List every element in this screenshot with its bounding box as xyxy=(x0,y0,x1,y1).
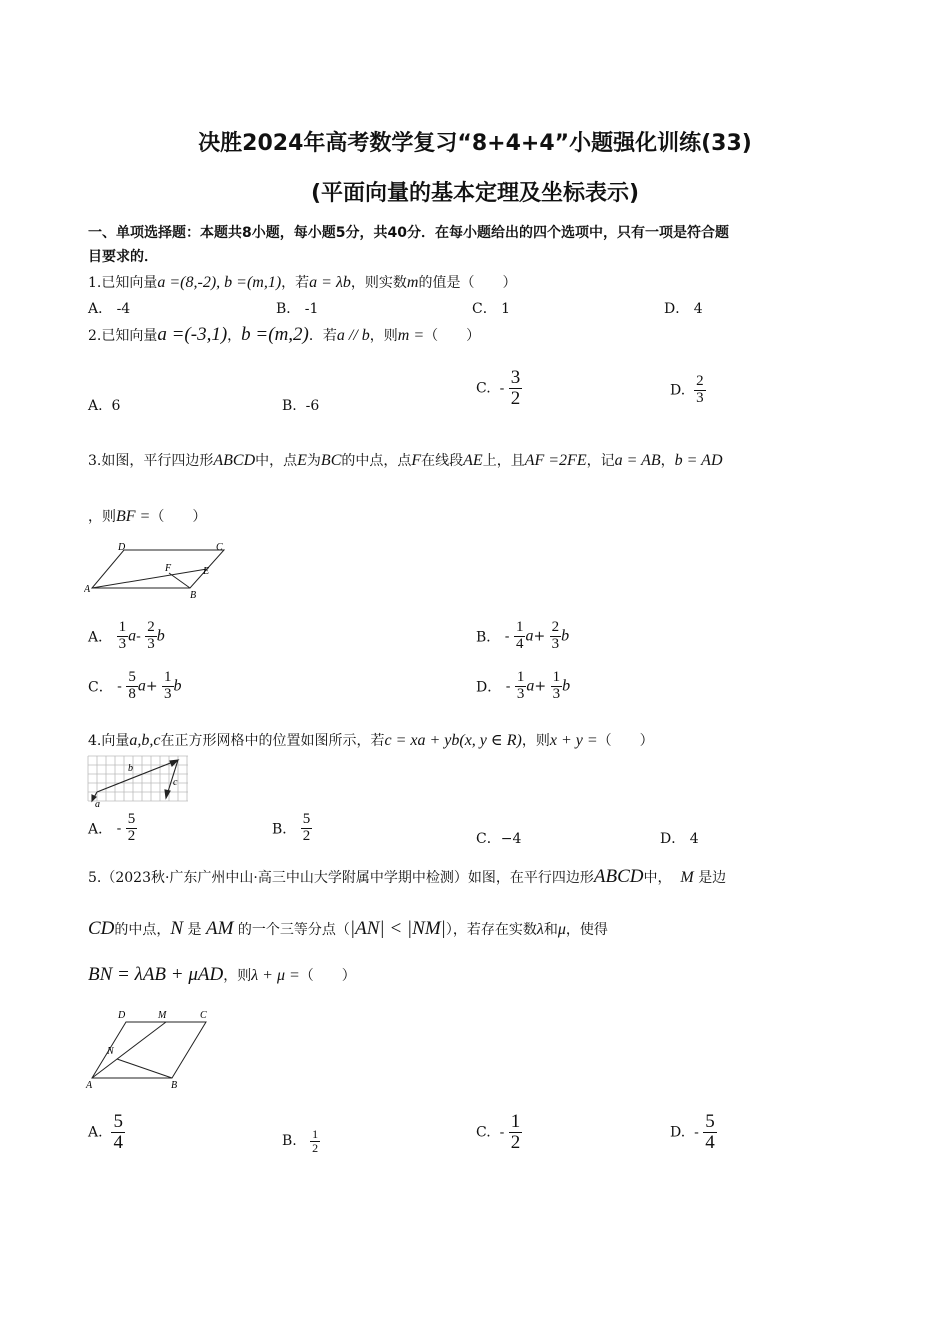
fraction: $\frac{1}{2}$ xyxy=(510,1111,521,1153)
q2-option-b[interactable]: B. -6 xyxy=(282,398,320,414)
q2-prefix: 2.已知向量 xyxy=(88,328,158,344)
fraction: $\frac{2}{3}$ xyxy=(147,619,155,652)
segment-ae xyxy=(92,569,207,588)
label-d: D xyxy=(118,542,126,553)
page-title: 决胜2024年高考数学复习“8+4+4”小题强化训练(33) xyxy=(198,131,752,156)
question-2: 2.已知向量a =(-3,1)，b =(m,2)．若a // b，则m =（ ） xyxy=(88,324,481,345)
q1-option-b[interactable]: B． -1 xyxy=(276,301,319,317)
label-n: N xyxy=(107,1046,114,1057)
label-d: D xyxy=(118,1010,126,1021)
question-4: 4.向量a,b,c在正方形网格中的位置如图所示，若c = xa + yb(x, y ∈ R)，则x + y =（ ） xyxy=(88,732,654,749)
q5-option-d[interactable]: D. - $\frac{5}{4}$ xyxy=(670,1111,715,1153)
q2-math-a: a =(-3,1) xyxy=(157,324,228,345)
q5-option-b[interactable]: B. $\frac{1}{2}$ xyxy=(282,1127,319,1155)
fraction: $\frac{5}{2}$ xyxy=(127,811,136,844)
fraction: $\frac{5}{4}$ xyxy=(705,1111,715,1153)
fraction: $\frac{1}{3}$ xyxy=(164,669,172,702)
q1-end: 的值是（ ） xyxy=(418,275,517,291)
q4-vars: a,b,c xyxy=(129,732,161,749)
q1-var: m xyxy=(406,274,419,291)
q5-option-c[interactable]: C. - $\frac{1}{2}$ xyxy=(476,1111,521,1153)
label-e: E xyxy=(203,566,210,577)
q3-math-abcd: ABCD xyxy=(213,452,256,469)
fraction: $\frac{2}{3}$ xyxy=(696,373,704,406)
q4-option-b[interactable]: B． $\frac{5}{2}$ xyxy=(272,811,311,844)
question-3-cont: ，则BF =（ ） xyxy=(88,508,207,525)
q1-math-vectors: a =(8,-2), b =(m,1) xyxy=(157,274,282,291)
q3-parallelogram-figure xyxy=(84,540,244,600)
q1-option-a[interactable]: A． -4 xyxy=(88,301,131,317)
fraction: $\frac{1}{2}$ xyxy=(312,1127,319,1155)
q4-math-sum: x + y = xyxy=(549,732,598,749)
q1-suffix: ，则实数 xyxy=(350,275,407,291)
segment-bf xyxy=(169,573,190,588)
q3-option-a[interactable]: A． $\frac{1}{3}$ a- $\frac{2}{3}$ b xyxy=(88,619,165,652)
fraction: $\frac{1}{4}$ xyxy=(515,619,524,652)
q2-math-parallel: a // b xyxy=(336,327,370,344)
fraction: $\frac{5}{4}$ xyxy=(113,1111,123,1153)
q3-math-b: b = AD xyxy=(674,452,723,469)
fraction: $\frac{3}{2}$ xyxy=(510,367,521,409)
q4-grid-figure xyxy=(86,754,190,810)
q4-option-c[interactable]: C．−4 xyxy=(476,831,522,847)
q5-math-abcd: ABCD xyxy=(593,866,644,887)
q1-math-relation: a = λb xyxy=(309,274,351,291)
q3-math-a: a = AB xyxy=(614,452,661,469)
section-header: 一、单项选择题：本题共8小题，每小题5分，共40分．在每小题给出的四个选项中，只有一项是符合题 xyxy=(88,225,729,241)
page-subtitle: (平面向量的基本定理及坐标表示) xyxy=(310,181,640,206)
q1-option-c[interactable]: C． 1 xyxy=(472,301,511,317)
segment-bn xyxy=(117,1059,172,1078)
q4-math-c: c = xa + yb(x, y ∈ R) xyxy=(384,732,522,749)
label-c: c xyxy=(173,777,178,788)
q3-math-bf: BF = xyxy=(116,508,151,525)
question-5-cont-2: BN = λAB + μAD，则λ + μ =（ ） xyxy=(88,964,356,985)
q1-prefix: 1.已知向量 xyxy=(88,275,158,291)
label-f: F xyxy=(165,563,172,574)
label-b: b xyxy=(128,763,133,774)
label-b: B xyxy=(190,590,197,600)
fraction: $\frac{5}{8}$ xyxy=(128,669,136,702)
q5-math-bn: BN = λAB + μAD xyxy=(88,964,224,985)
label-a: A xyxy=(86,1080,93,1090)
q2-option-d[interactable]: D. $\frac{2}{3}$ xyxy=(670,373,704,406)
q5-parallelogram-figure xyxy=(84,1004,214,1090)
fraction: $\frac{5}{2}$ xyxy=(302,811,311,844)
q5-math-abs: |AN| < |NM| xyxy=(349,918,446,939)
segment-am xyxy=(92,1022,166,1078)
q2-math-m: m = xyxy=(397,327,425,344)
section-header-cont: 目要求的． xyxy=(88,249,158,265)
q2-option-a[interactable]: A. 6 xyxy=(88,398,121,414)
fraction: $\frac{1}{3}$ xyxy=(516,669,525,702)
q4-option-a[interactable]: A． - $\frac{5}{2}$ xyxy=(88,811,136,844)
q4-option-d[interactable]: D． 4 xyxy=(660,831,699,847)
label-b: B xyxy=(171,1080,178,1090)
fraction: $\frac{1}{3}$ xyxy=(552,669,561,702)
label-c: C xyxy=(216,542,223,553)
question-5: 5.（2023秋·广东广州中山·高三中山大学附属中学期中检测）如图，在平行四边形ABCD中， M 是边 xyxy=(88,866,727,887)
label-c: C xyxy=(200,1010,207,1021)
question-5-cont-1: CD的中点，N 是 AM 的一个三等分点（|AN| < |NM|），若存在实数λ和μ，使得 xyxy=(88,918,608,939)
q5-option-a[interactable]: A. $\frac{5}{4}$ xyxy=(88,1111,123,1153)
fraction: $\frac{2}{3}$ xyxy=(551,619,560,652)
label-m: M xyxy=(158,1010,167,1021)
q1-mid: ，若 xyxy=(281,275,310,291)
label-a: a xyxy=(95,799,100,810)
q2-option-c[interactable]: C. - $\frac{3}{2}$ xyxy=(476,367,521,409)
q3-math-af: AF =2FE xyxy=(524,452,587,469)
fraction: $\frac{1}{3}$ xyxy=(118,619,127,652)
q3-option-d[interactable]: D． - $\frac{1}{3}$ a+ $\frac{1}{3}$ b xyxy=(476,669,571,702)
q3-option-c[interactable]: C． - $\frac{5}{8}$ a+ $\frac{1}{3}$ b xyxy=(88,669,182,702)
question-3: 3.如图，平行四边形ABCD中，点E为BC的中点，点F在线段AE上，且AF =2FE，记a = AB，b = AD xyxy=(88,452,723,469)
label-a: A xyxy=(84,584,91,595)
q2-math-b: b =(m,2) xyxy=(241,324,309,345)
question-1 xyxy=(88,272,516,292)
q3-option-b[interactable]: B． - $\frac{1}{4}$ a+ $\frac{2}{3}$ b xyxy=(476,619,570,652)
q1-option-d[interactable]: D． 4 xyxy=(664,301,703,317)
